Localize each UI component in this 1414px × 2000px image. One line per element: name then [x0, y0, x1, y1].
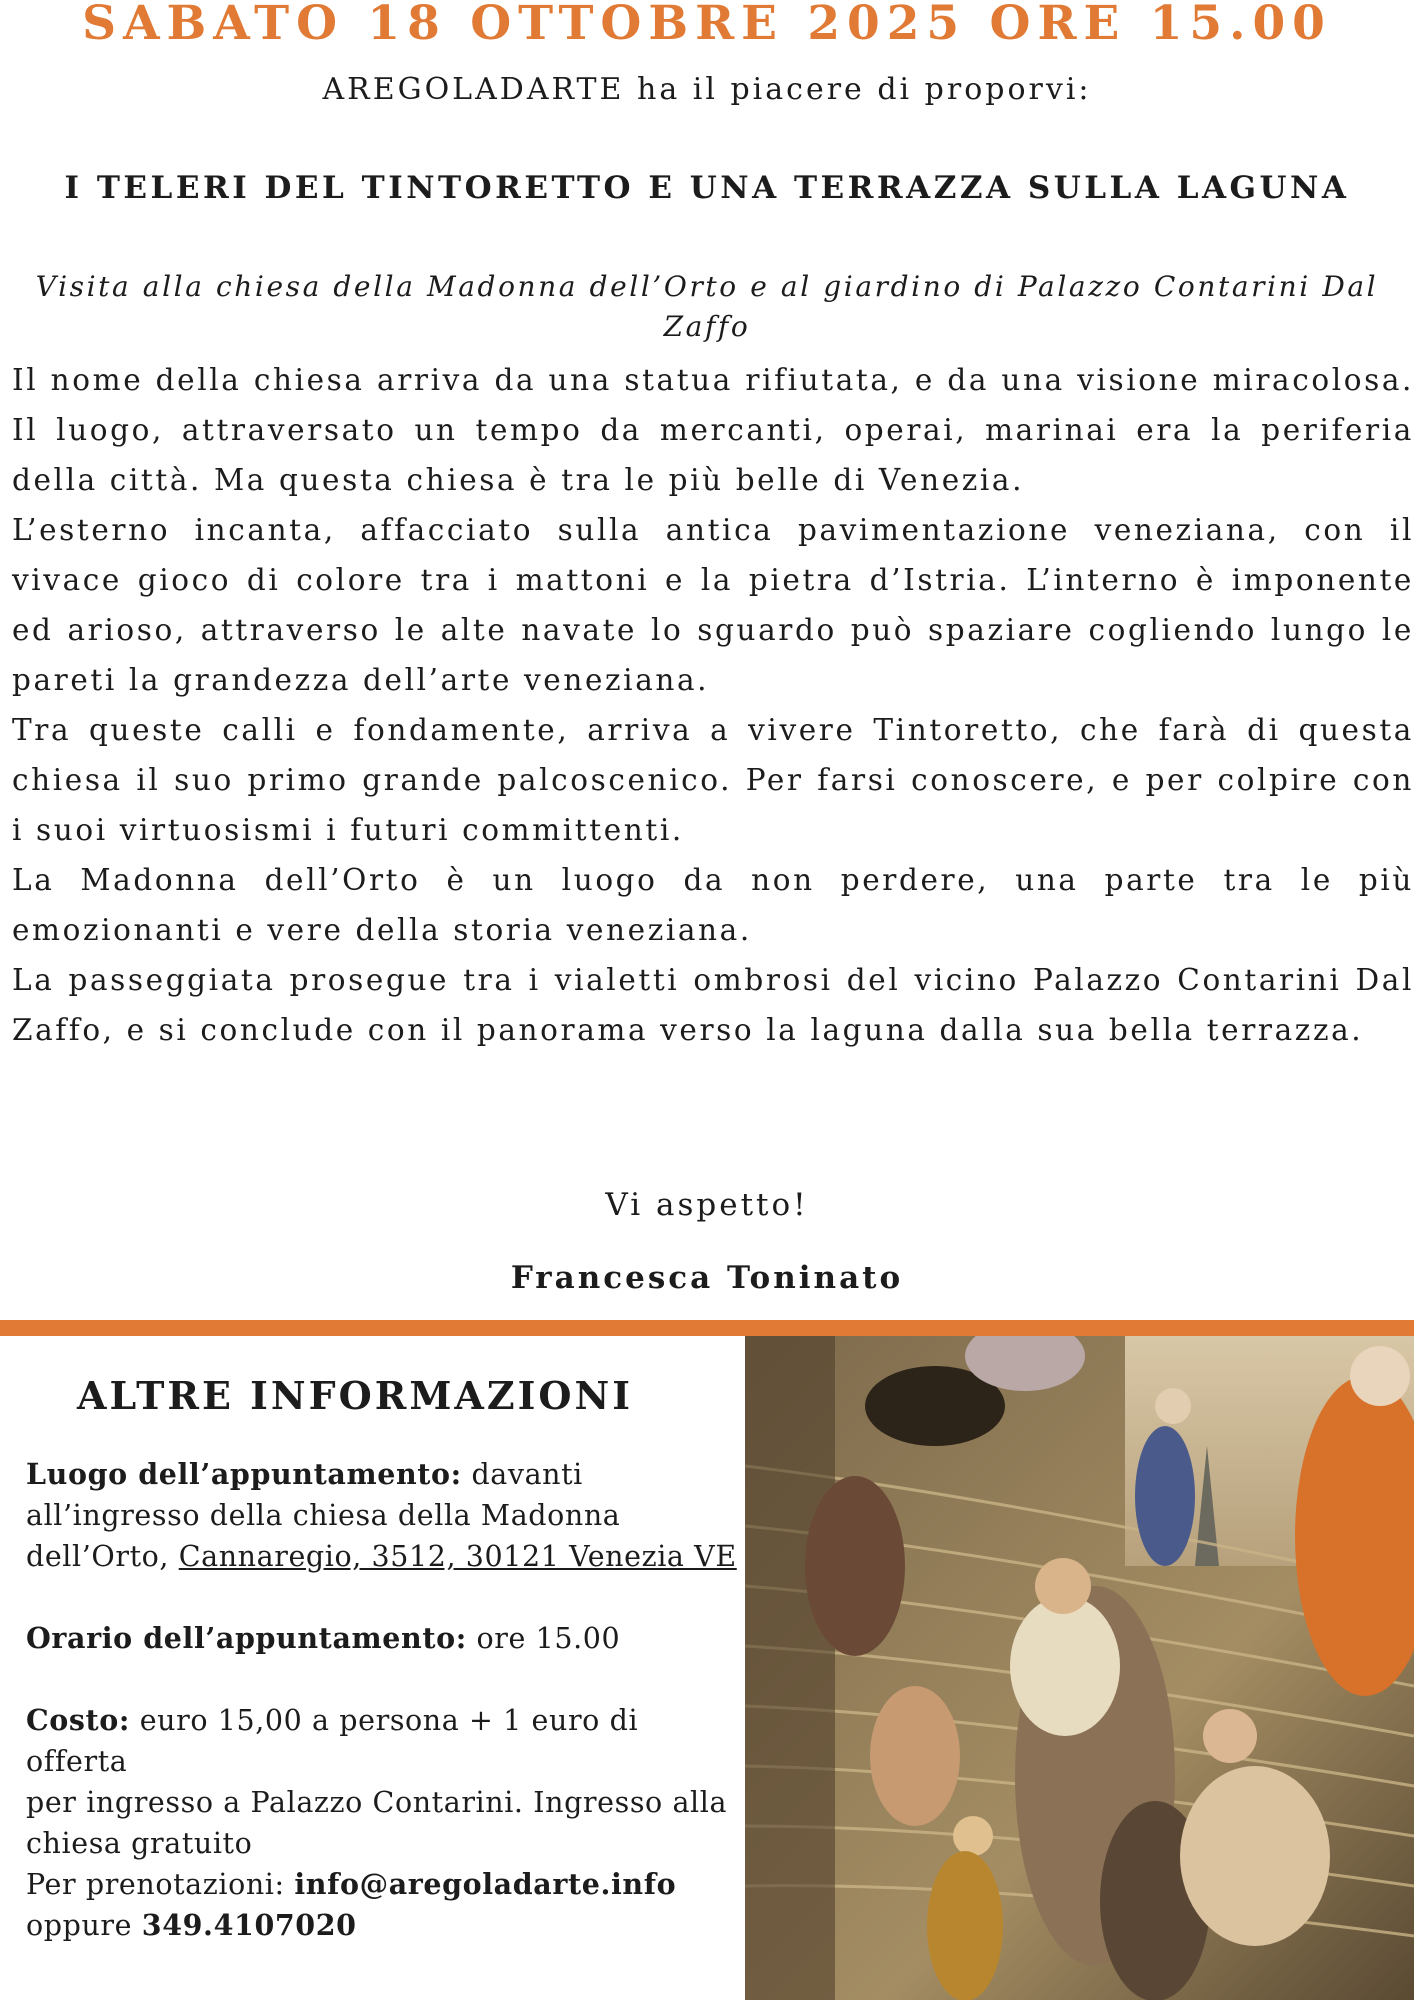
- meeting-place-label: Luogo dell’appuntamento:: [26, 1457, 462, 1491]
- description-paragraph: Tra queste calli e fondamente, arriva a vivere Tintoretto, che farà di questa chiesa il suo primo grande palcoscenico. Per farsi conoscere, e per colpire con i suoi virtuosismi i futuri committenti.: [12, 713, 1414, 847]
- description-paragraph: L’esterno incanta, affacciato sulla antica pavimentazione veneziana, con il vivace gioco di colore tra i mattoni e la pietra d’Istria. L’interno è imponente ed arioso, attraverso le alte navate lo sguardo può spaziare cogliendo lungo le pareti la grandezza dell’arte veneziana.: [12, 513, 1414, 697]
- event-subtitle: Visita alla chiesa della Madonna dell’Orto e al giardino di Palazzo Contarini Dal Zaffo: [35, 270, 1379, 343]
- info-section: [0, 1336, 745, 2000]
- meeting-time: [26, 1618, 746, 1659]
- booking-email[interactable]: info@aregoladarte.info: [294, 1867, 677, 1901]
- meeting-place-text: dell’Orto,: [26, 1540, 170, 1573]
- closing-greeting: Vi aspetto!: [605, 1187, 809, 1223]
- signature: Francesca Toninato: [510, 1260, 904, 1296]
- booking-phone[interactable]: 349.4107020: [141, 1908, 357, 1942]
- info-title: ALTRE INFORMAZIONI: [77, 1373, 633, 1418]
- meeting-place-text: all’ingresso della chiesa della Madonna: [26, 1499, 621, 1532]
- meeting-time-text: ore 15.00: [476, 1622, 621, 1655]
- description: [12, 355, 1414, 1055]
- painting-image: [745, 1336, 1414, 2000]
- meeting-place-text: davanti: [471, 1458, 583, 1491]
- intro-line: AREGOLADARTE ha il piacere di proporvi:: [322, 72, 1092, 107]
- description-paragraph: Il nome della chiesa arriva da una statua rifiutata, e da una visione miracolosa. Il luogo, attraversato un tempo da mercanti, operai, marinai era la periferia della città. Ma questa chiesa è tra le più belle di Venezia.: [12, 363, 1414, 497]
- description-paragraph: La Madonna dell’Orto è un luogo da non perdere, una parte tra le più emozionanti e vere della storia veneziana.: [12, 863, 1414, 947]
- address-link[interactable]: Cannaregio, 3512, 30121 Venezia VE: [178, 1540, 737, 1573]
- description-paragraph: La passeggiata prosegue tra i vialetti ombrosi del vicino Palazzo Contarini Dal Zaffo, e si conclude con il panorama verso la laguna dalla sua bella terrazza.: [12, 963, 1414, 1047]
- cost: [26, 1700, 746, 1864]
- event-date: SABATO 18 OTTOBRE 2025 ORE 15.00: [82, 0, 1332, 51]
- cost-text: chiesa gratuito: [26, 1827, 253, 1860]
- meeting-place: [26, 1454, 746, 1577]
- booking-or: oppure: [26, 1909, 133, 1942]
- event-title: I TELERI DEL TINTORETTO E UNA TERRAZZA SULLA LAGUNA: [64, 170, 1350, 206]
- divider-bar: [0, 1320, 1414, 1336]
- booking: [26, 1864, 746, 1946]
- booking-label: Per prenotazioni:: [26, 1868, 285, 1901]
- cost-text: euro 15,00 a persona + 1 euro di offerta: [26, 1704, 639, 1778]
- cost-label: Costo:: [26, 1703, 131, 1737]
- meeting-time-label: Orario dell’appuntamento:: [26, 1621, 467, 1655]
- cost-text: per ingresso a Palazzo Contarini. Ingresso alla: [26, 1786, 728, 1819]
